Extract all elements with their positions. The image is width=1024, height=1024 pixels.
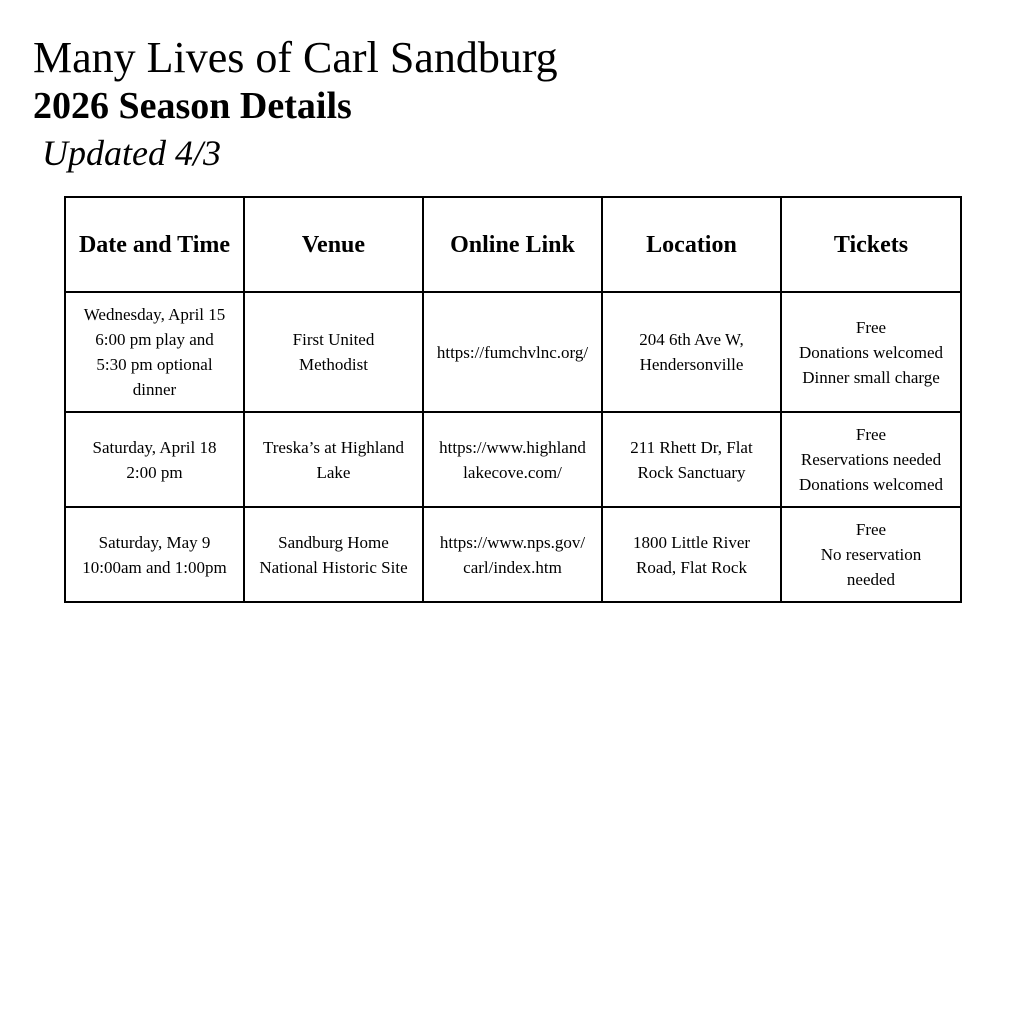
link-text: carl/index.htm <box>463 557 562 577</box>
header-text: Venue <box>301 231 366 258</box>
updated-note: Updated 4/3 <box>42 133 221 173</box>
table-header-row <box>65 197 961 292</box>
season-heading: 2026 Season Details <box>33 85 352 127</box>
season-schedule-table <box>64 196 962 603</box>
cell-line: Lake <box>316 462 351 482</box>
cell-line: needed <box>846 570 896 589</box>
cell-venue <box>244 292 423 412</box>
cell-online-link <box>423 292 602 412</box>
cell-line: Treska’s at Highland <box>262 437 405 457</box>
cell-line: 211 Rhett Dr, Flat <box>630 437 753 457</box>
cell-venue <box>244 507 423 602</box>
cell-date-time <box>65 507 244 602</box>
cell-line: Donations welcomed <box>799 342 943 362</box>
cell-date-time <box>65 412 244 507</box>
cell-line: No reservation <box>820 545 922 564</box>
cell-line: Wednesday, April 15 <box>83 305 226 324</box>
link-text: https://www.nps.gov/ <box>439 532 586 552</box>
cell-line: Sandburg Home <box>278 532 389 552</box>
cell-venue <box>244 412 423 507</box>
cell-location <box>602 292 781 412</box>
table-row <box>65 292 961 412</box>
column-header-location <box>602 197 781 292</box>
cell-line: Free <box>855 317 887 337</box>
cell-line: Methodist <box>299 355 368 374</box>
cell-line: 5:30 pm optional <box>96 355 213 374</box>
cell-line: 204 6th Ave W, <box>639 330 744 349</box>
column-header-venue <box>244 197 423 292</box>
cell-line: 6:00 pm play and <box>95 330 214 349</box>
cell-line: Rock Sanctuary <box>637 462 746 482</box>
column-header-tickets <box>781 197 961 292</box>
cell-line: First United <box>292 330 375 349</box>
cell-date-time <box>65 292 244 412</box>
cell-line: Hendersonville <box>639 355 744 374</box>
cell-line: Saturday, April 18 <box>92 437 217 457</box>
page-title: Many Lives of Carl Sandburg <box>33 33 558 82</box>
link-text: https://fumchvlnc.org/ <box>436 342 589 362</box>
cell-location <box>602 507 781 602</box>
table-row <box>65 507 961 602</box>
cell-line: Donations welcomed <box>799 475 943 494</box>
header-text: Tickets <box>833 231 909 258</box>
cell-line: Free <box>855 520 887 539</box>
link-text: lakecove.com/ <box>463 462 562 482</box>
cell-line: 1800 Little River <box>632 532 751 552</box>
header-text: Date and Time <box>78 231 231 258</box>
cell-line: Reservations needed <box>800 450 942 469</box>
link-text: https://www.highland <box>439 437 586 457</box>
table-row <box>65 412 961 507</box>
cell-online-link <box>423 412 602 507</box>
cell-tickets <box>781 292 961 412</box>
cell-line: Free <box>855 425 887 444</box>
cell-line: Road, Flat Rock <box>636 557 747 577</box>
column-header-online-link <box>423 197 602 292</box>
cell-line: 2:00 pm <box>126 462 183 482</box>
cell-online-link <box>423 507 602 602</box>
column-header-date-time <box>65 197 244 292</box>
cell-line: Dinner small charge <box>802 367 940 387</box>
cell-tickets <box>781 507 961 602</box>
cell-line: dinner <box>132 380 177 399</box>
cell-line: Saturday, May 9 <box>98 532 211 552</box>
cell-line: 10:00am and 1:00pm <box>82 557 227 577</box>
cell-line: National Historic Site <box>259 557 408 577</box>
header-text: Online Link <box>450 231 575 258</box>
cell-tickets <box>781 412 961 507</box>
cell-location <box>602 412 781 507</box>
header-text: Location <box>646 231 737 258</box>
